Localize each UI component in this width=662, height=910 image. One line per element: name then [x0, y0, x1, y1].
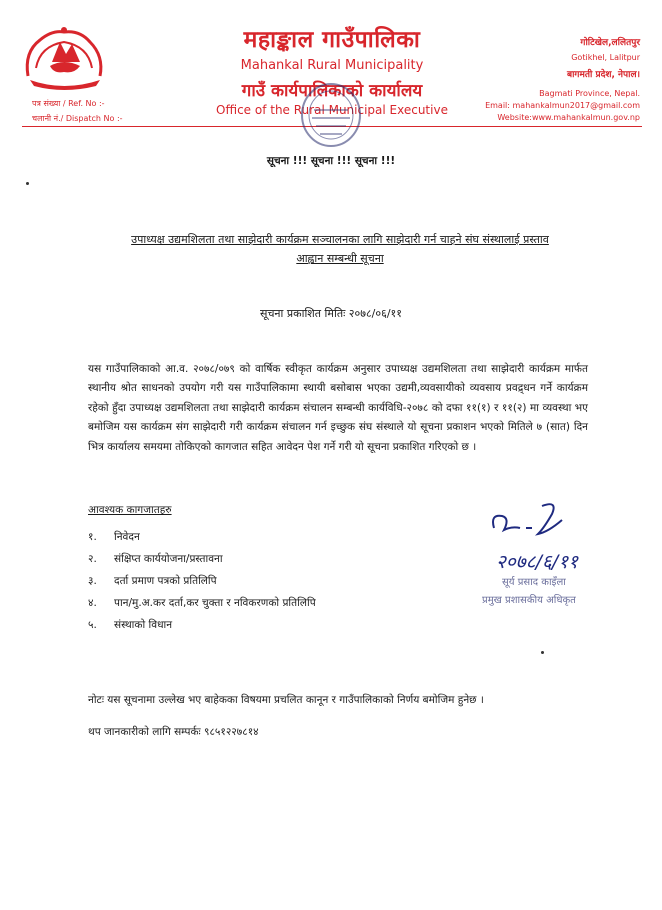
signatory-title: प्रमुख प्रशासकीय अधिकृत — [482, 595, 576, 606]
notice-body: यस गाउँपालिकाको आ.व. २०७८/०७९ को वार्षिक स्वीकृत कार्यक्रम अनुसार उपाध्यक्ष उद्यमशिलता तथा साझेदारी कार्यक्रम मार्फत स्थानीय श्रोत साधनको उपयोग गरी यस गाउँपालिकामा स्थायी बसोबास भएका उद्यमी,व्यवसायीको व्यवसाय प्रवद्र्धन गर्ने कार्यक्रम रहेको हुँदा उपाध्यक्ष उद्यमशिलता तथा साझेदारी कार्यक्रम संचालन सम्बन्धी कार्यविधि-२०७८ को दफा ११(१) र ११(२) मा व्यवस्था भए बमोजिम यस कार्यक्रम संग साझेदारी गरी कार्यक्रम संचालन गर्न इच्छुक संघ संस्थाले यो सूचना प्रकाशन भएको मितिले ७ (सात) दिन भित्र कार्यालय समयमा तोकिएको कागजात सहित आवेदन पेश गर्ने गरी यो सूचना प्रकाशित गरिएको छ । — [88, 363, 588, 453]
signature-date: २०७८/६/११ — [496, 551, 578, 573]
subject-line-2: आह्वान सम्बन्धी सूचना — [296, 252, 384, 266]
nepal-emblem-icon — [22, 22, 106, 92]
municipality-name-np: महाङ्काल गाउँपालिका — [243, 27, 421, 53]
list-item-number: ५. — [88, 619, 97, 631]
address-en: Gotikhel, Lalitpur — [571, 53, 640, 62]
office-name-np: गाउँ कार्यपालिकाको कार्यालय — [241, 81, 423, 101]
signature-icon — [486, 498, 576, 542]
province-np: बागमती प्रदेश, नेपाल। — [566, 70, 640, 80]
dispatch-number-label: चलानी नं./ Dispatch No :- — [32, 114, 123, 123]
list-item-text: संक्षिप्त कार्ययोजना/प्रस्तावना — [114, 553, 223, 565]
email-text: Email: mahankalmun2017@gmail.com — [485, 101, 640, 110]
signatory-name: सूर्य प्रसाद काइँला — [502, 577, 566, 588]
published-date: सूचना प्रकाशित मितिः २०७८/०६/११ — [260, 307, 402, 320]
list-item — [88, 592, 316, 614]
municipality-name-en: Mahankal Rural Municipality — [240, 58, 424, 73]
office-name-en: Office of the Rural Municipal Executive — [216, 103, 448, 117]
list-item — [88, 570, 316, 592]
website-text: Website:www.mahankalmun.gov.np — [497, 113, 640, 122]
province-en: Bagmati Province, Nepal. — [539, 89, 640, 98]
list-item-text: निवेदन — [114, 531, 140, 543]
notice-banner: सूचना !!! सूचना !!! सूचना !!! — [266, 155, 396, 167]
letter-number-label: पत्र संख्या / Ref. No :- — [32, 99, 105, 108]
list-item-text: पान/मु.अ.कर दर्ता,कर चुक्ता र नविकरणको प्रतिलिपि — [114, 597, 316, 609]
scan-mark — [26, 182, 29, 185]
scan-mark — [541, 651, 544, 654]
list-item — [88, 548, 316, 570]
list-item-text: संस्थाको विधान — [114, 619, 173, 631]
signature-block — [474, 498, 624, 616]
footnote: नोटः यस सूचनामा उल्लेख भए बाहेकका विषयमा प्रचलित कानून र गाउँपालिकाको निर्णय बमोजिम हुनेछ । — [88, 694, 484, 706]
office-stamp-icon — [300, 82, 362, 148]
list-item-number: १. — [88, 531, 97, 543]
subject-line-1: उपाध्यक्ष उद्यमशिलता तथा साझेदारी कार्यक्रम सञ्चालनका लागि साझेदारी गर्न चाहने संघ संस्थालाई प्रस्ताव — [131, 233, 549, 246]
list-item — [88, 526, 316, 548]
list-item — [88, 614, 316, 636]
list-item-number: २. — [88, 553, 97, 565]
requirements-title: आवश्यक कागजातहरु — [88, 504, 172, 516]
list-item-number: ४. — [88, 597, 97, 609]
address-np: गोटिखेल,ललितपुर — [580, 38, 640, 48]
notice-subject — [80, 230, 600, 269]
requirements-list — [88, 526, 316, 636]
list-item-text: दर्ता प्रमाण पत्रको प्रतिलिपि — [114, 575, 217, 587]
contact-info: थप जानकारीको लागि सम्पर्कः ९८५१२२७८१४ — [88, 726, 259, 738]
list-item-number: ३. — [88, 575, 97, 587]
